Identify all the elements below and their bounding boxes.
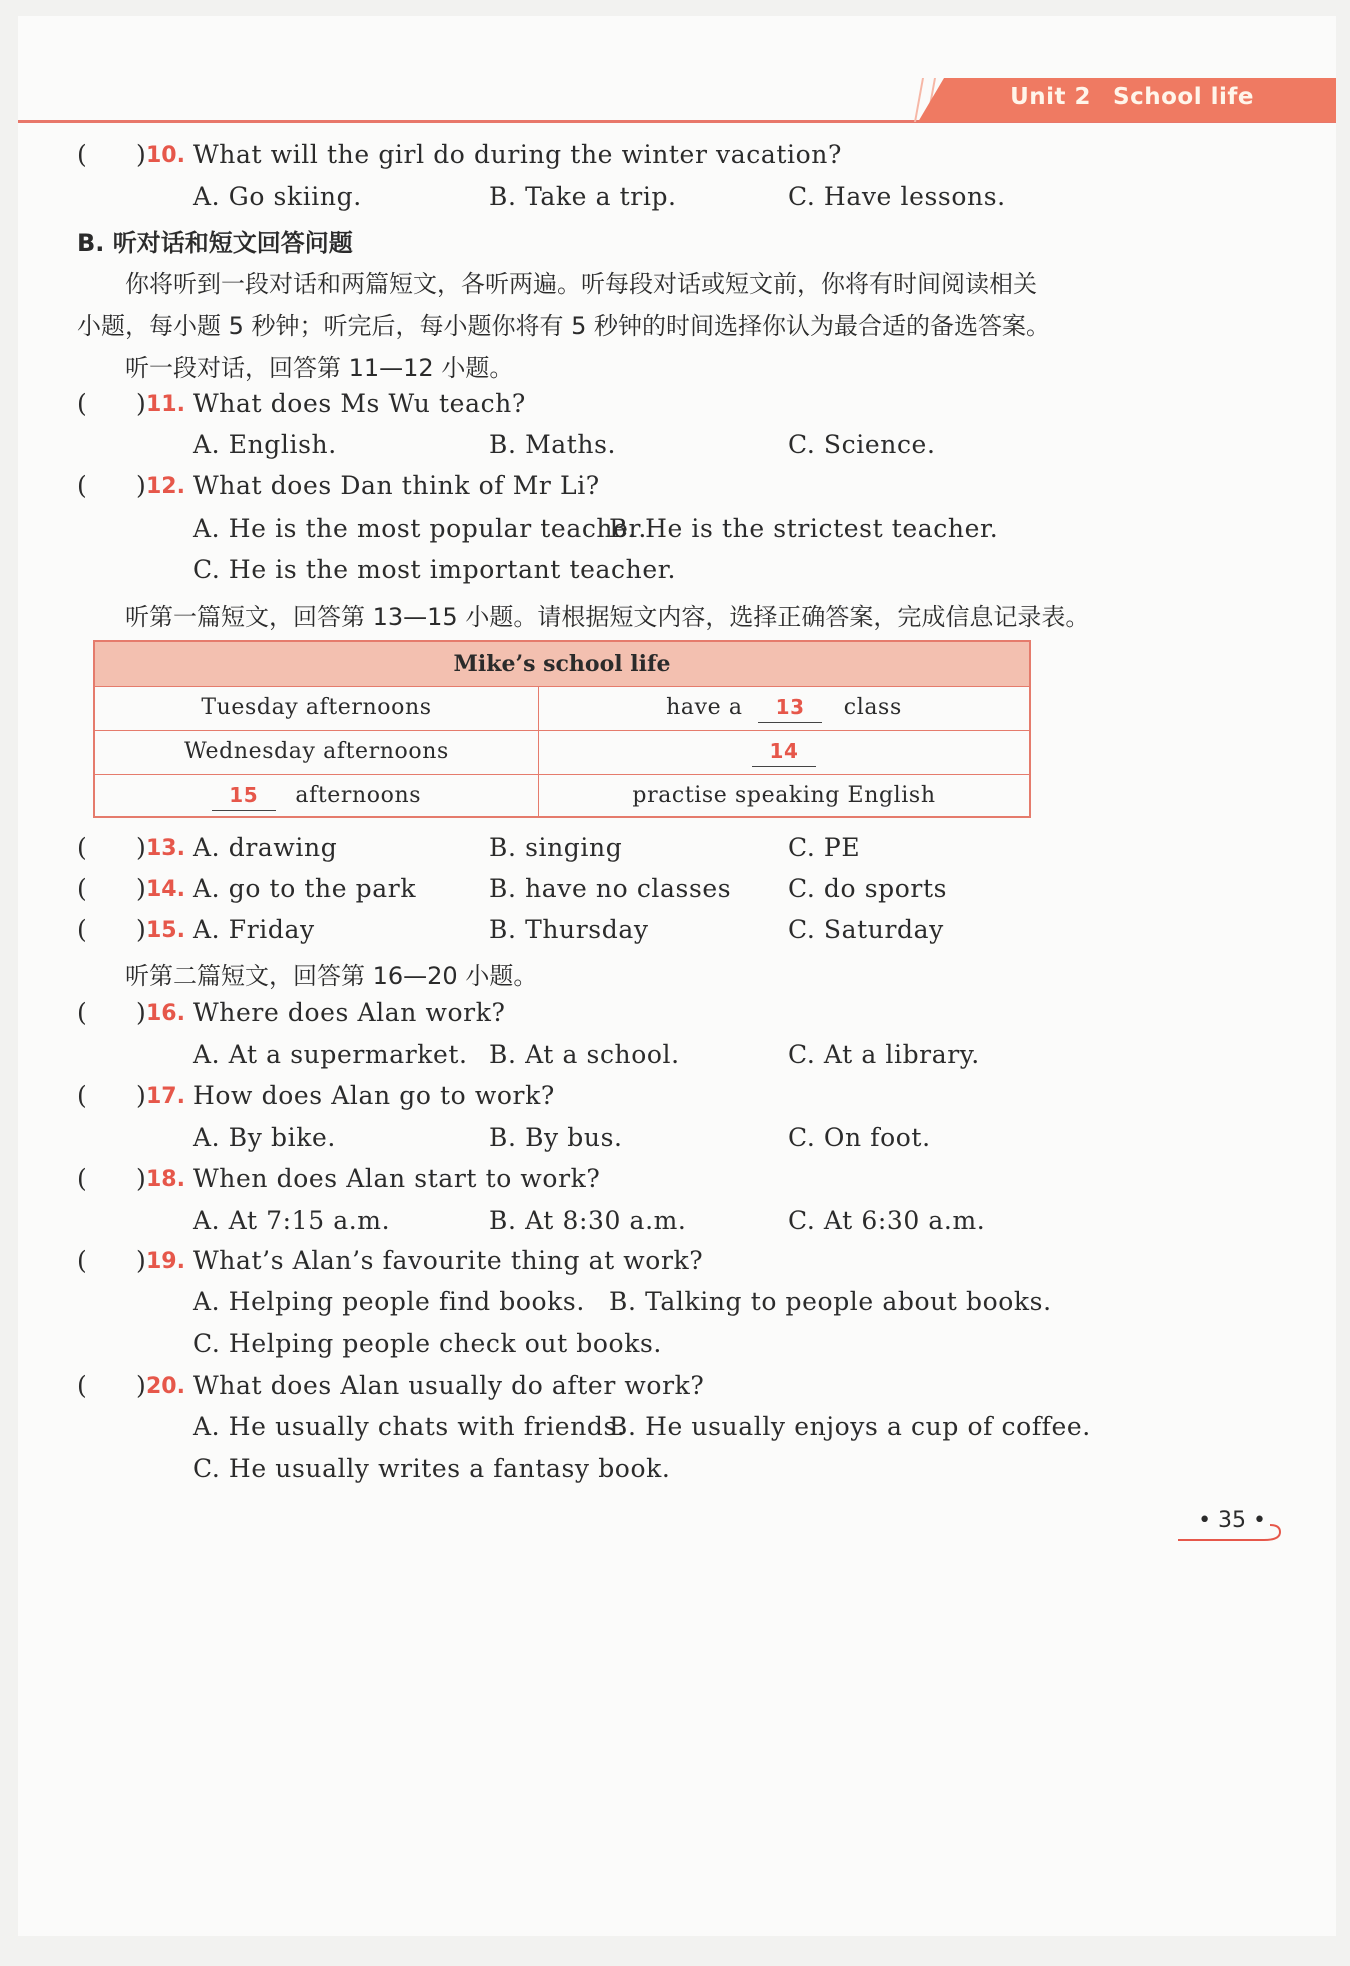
answer-paren-close: ) (136, 874, 146, 903)
option-c[interactable]: C. He is the most important teacher. (193, 555, 677, 584)
answer-paren-open[interactable]: ( (77, 998, 87, 1027)
option-b[interactable]: B. have no classes (489, 874, 732, 903)
option-b[interactable]: B. Talking to people about books. (609, 1287, 1052, 1316)
question-number: 13. (146, 836, 185, 861)
option-a[interactable]: A. Go skiing. (193, 182, 362, 211)
answer-paren-open[interactable]: ( (77, 140, 87, 169)
passage2-note: 听第二篇短文，回答第 16—20 小题。 (125, 962, 538, 990)
option-b[interactable]: B. He usually enjoys a cup of coffee. (609, 1412, 1091, 1441)
option-c[interactable]: C. PE (788, 833, 861, 862)
option-c[interactable]: C. Have lessons. (788, 182, 1006, 211)
question-number: 12. (146, 474, 185, 499)
option-a[interactable]: A. At a supermarket. (193, 1040, 468, 1069)
question-number: 14. (146, 877, 185, 902)
table-cell: Wednesday afternoons (184, 739, 449, 764)
option-a[interactable]: A. By bike. (193, 1123, 336, 1152)
option-a[interactable]: A. He usually chats with friends. (193, 1412, 626, 1441)
option-c[interactable]: C. He usually writes a fantasy book. (193, 1454, 671, 1483)
question-number: 15. (146, 918, 185, 943)
answer-paren-open[interactable]: ( (77, 1081, 87, 1110)
instructions-line-1: 你将听到一段对话和两篇短文，各听两遍。听每段对话或短文前，你将有时间阅读相关 (125, 270, 1037, 298)
option-a[interactable]: A. At 7:15 a.m. (193, 1206, 391, 1235)
question-number: 16. (146, 1001, 185, 1026)
answer-paren-close: ) (136, 471, 146, 500)
table-row (95, 774, 1029, 818)
answer-paren-open[interactable]: ( (77, 389, 87, 418)
question-text: What will the girl do during the winter vacation? (193, 140, 842, 169)
question-number: 10. (146, 143, 185, 168)
question-number: 19. (146, 1249, 185, 1274)
table-cell: Tuesday afternoons (201, 695, 432, 720)
answer-paren-open[interactable]: ( (77, 874, 87, 903)
header-title (1010, 84, 1254, 110)
table-cell: practise speaking English (632, 783, 936, 808)
question-text: What does Alan usually do after work? (193, 1371, 705, 1400)
option-a[interactable]: A. go to the park (193, 874, 417, 903)
option-b[interactable]: B. At 8:30 a.m. (489, 1206, 687, 1235)
option-c[interactable]: C. Science. (788, 430, 936, 459)
cell-text: afternoons (295, 783, 422, 808)
table-cell (95, 774, 538, 818)
option-c[interactable]: C. Helping people check out books. (193, 1329, 662, 1358)
answer-paren-open[interactable]: ( (77, 833, 87, 862)
answer-paren-close: ) (136, 140, 146, 169)
answer-paren-close: ) (136, 833, 146, 862)
question-text: How does Alan go to work? (193, 1081, 555, 1110)
question-text: When does Alan start to work? (193, 1164, 601, 1193)
table-cell (539, 730, 1029, 774)
answer-paren-close: ) (136, 1371, 146, 1400)
answer-paren-close: ) (136, 915, 146, 944)
question-text: Where does Alan work? (193, 998, 506, 1027)
answer-paren-open[interactable]: ( (77, 1371, 87, 1400)
answer-paren-close: ) (136, 389, 146, 418)
option-b[interactable]: B. Take a trip. (489, 182, 677, 211)
option-a[interactable]: A. He is the most popular teacher. (193, 514, 647, 543)
option-b[interactable]: B. Maths. (489, 430, 617, 459)
instructions-line-2: 小题，每小题 5 秒钟；听完后，每小题你将有 5 秒钟的时间选择你认为最合适的备选答案。 (77, 312, 1051, 340)
option-c[interactable]: C. At a library. (788, 1040, 980, 1069)
option-a[interactable]: A. English. (193, 430, 337, 459)
answer-paren-open[interactable]: ( (77, 1164, 87, 1193)
option-a[interactable]: A. drawing (193, 833, 338, 862)
answer-blank-14[interactable]: 14 (752, 736, 816, 767)
answer-paren-open[interactable]: ( (77, 1246, 87, 1275)
table-row (95, 686, 1029, 731)
option-c[interactable]: C. do sports (788, 874, 948, 903)
unit-title: School life (1113, 84, 1254, 110)
page-swoosh-icon (1176, 1516, 1286, 1546)
section-title: B. 听对话和短文回答问题 (77, 229, 353, 257)
answer-blank-15[interactable]: 15 (212, 780, 276, 811)
table-cell (539, 686, 1029, 730)
question-number: 20. (146, 1374, 185, 1399)
option-c[interactable]: C. Saturday (788, 915, 944, 944)
option-b[interactable]: B. singing (489, 833, 623, 862)
cell-text: have a (666, 695, 743, 720)
answer-paren-close: ) (136, 1164, 146, 1193)
option-b[interactable]: B. Thursday (489, 915, 649, 944)
unit-label: Unit 2 (1010, 84, 1092, 110)
question-text: What does Ms Wu teach? (193, 389, 526, 418)
question-text: What’s Alan’s favourite thing at work? (193, 1246, 704, 1275)
option-b[interactable]: B. At a school. (489, 1040, 680, 1069)
page-number: • 35 • (1198, 1508, 1266, 1533)
question-number: 18. (146, 1167, 185, 1192)
option-c[interactable]: C. On foot. (788, 1123, 931, 1152)
question-number: 17. (146, 1084, 185, 1109)
option-c[interactable]: C. At 6:30 a.m. (788, 1206, 986, 1235)
option-a[interactable]: A. Helping people find books. (193, 1287, 585, 1316)
dialogue-note: 听一段对话，回答第 11—12 小题。 (125, 354, 514, 382)
option-b[interactable]: B. He is the strictest teacher. (609, 514, 999, 543)
workbook-page (18, 16, 1336, 1936)
answer-paren-close: ) (136, 1246, 146, 1275)
option-a[interactable]: A. Friday (193, 915, 315, 944)
option-b[interactable]: B. By bus. (489, 1123, 623, 1152)
answer-paren-close: ) (136, 1081, 146, 1110)
passage1-note: 听第一篇短文，回答第 13—15 小题。请根据短文内容，选择正确答案，完成信息记录表。 (125, 603, 1090, 631)
table-row (95, 730, 1029, 775)
cell-text: class (843, 695, 902, 720)
answer-paren-close: ) (136, 998, 146, 1027)
table-title: Mike’s school life (95, 642, 1029, 687)
info-record-table (93, 640, 1031, 818)
answer-paren-open[interactable]: ( (77, 471, 87, 500)
question-number: 11. (146, 392, 185, 417)
question-text: What does Dan think of Mr Li? (193, 471, 600, 500)
answer-paren-open[interactable]: ( (77, 915, 87, 944)
answer-blank-13[interactable]: 13 (758, 692, 822, 723)
